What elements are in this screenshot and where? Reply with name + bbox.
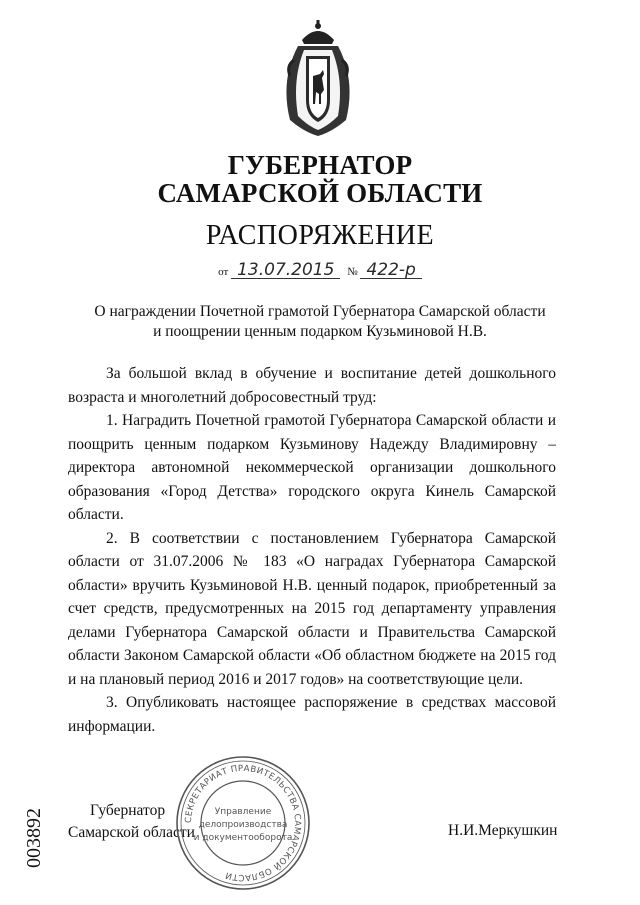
item-3-paragraph: 3. Опубликовать настоящее распоряжение в средствах массовой информации. [68,694,556,735]
stamp-center-line2: делопроизводства [198,820,288,830]
signer-title-line2: Самарской области [68,824,195,841]
signer-title-line1: Губернатор [90,802,166,819]
signer-name: Н.И.Меркушкин [448,822,558,839]
document-type: РАСПОРЯЖЕНИЕ [205,220,435,251]
item-2-paragraph: 2. В соответствии с постановлением Губернатора Самарской области от 31.07.2006 № 183 «О наградах Губернатора Самарской области» вручить Кузьминовой Н.В. ценный подарок, приобретенный за счет средств, предусмотренных на 2015 год департаменту управления делами Губернатора Самарской области и Правительства Самарской области Законом Самарской области «Об областном бюджете на 2015 год и на плановый период 2016 и 2017 годов» на соответствующие цели. [68,529,556,688]
date-value: 13.07.2015 [231,262,340,279]
item-1-paragraph: 1. Наградить Почетной грамотой Губернатора Самарской области и поощрить ценным подарком Кузьминову Надежду Владимировну – директора автономной некоммерческой организации дошкольного образования «Город Детства» городского округа Кинель Самарской области. [68,412,556,523]
document-subject [0,302,640,342]
document-body [68,362,556,738]
intro-paragraph: За большой вклад в обучение и воспитание детей дошкольного возраста и многолетний добросовестный труд: [68,365,556,406]
registration-number [18,780,48,870]
org-name-line2: САМАРСКОЙ ОБЛАСТИ [157,178,483,208]
date-prefix: от [218,266,229,278]
number-prefix: № [347,266,358,278]
registration-number-text: 003892 [23,808,45,868]
subject-line1: О награждении Почетной грамотой Губернатора Самарской области [94,303,546,320]
date-number-line [0,262,640,279]
org-name-line1: ГУБЕРНАТОР [227,150,413,180]
stamp-center-line3: и документооборота [193,833,293,843]
coat-of-arms-icon [268,20,368,138]
subject-line2: и поощрении ценным подарком Кузьминовой Н.В. [153,323,487,340]
number-value: 422-р [360,262,421,279]
stamp-center-line1: Управление [214,807,272,817]
stamp-ring-text: СЕКРЕТАРИАТ ПРАВИТЕЛЬСТВА САМАРСКОЙ ОБЛАСТИ [183,763,303,883]
official-stamp [174,754,312,892]
